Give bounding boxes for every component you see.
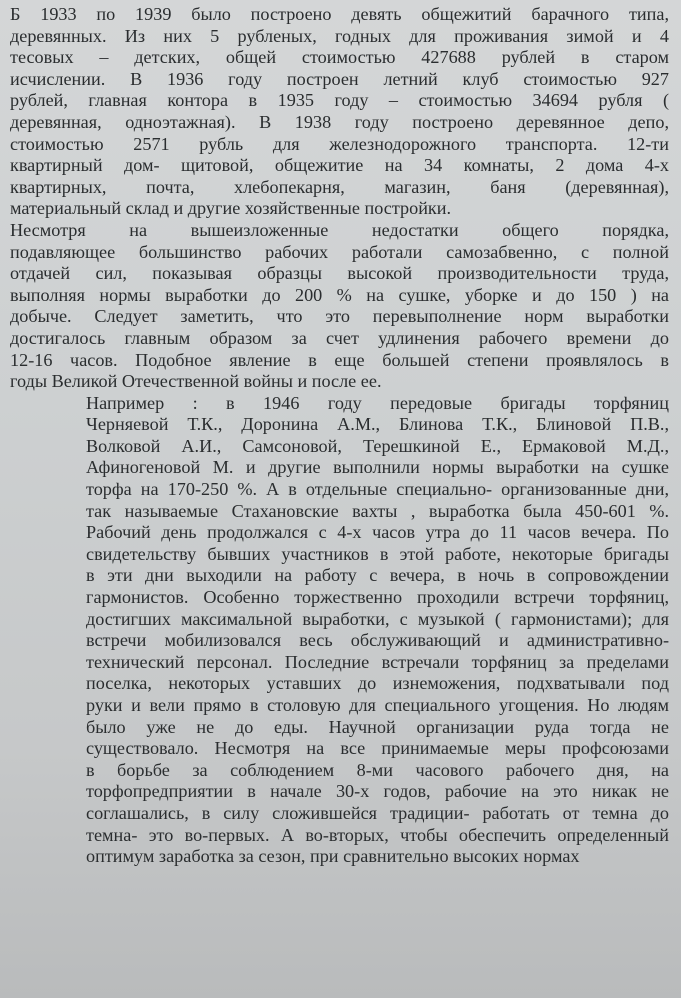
text-line: рублей, главная контора в 1935 году – стоимостью 34694 рубля ( bbox=[10, 90, 669, 111]
text-line: отдачей сил, показывая образцы высокой производительности труда, bbox=[10, 263, 669, 284]
text-line: темна- это во-первых. А во-вторых, чтобы обеспечить определенный bbox=[86, 824, 669, 845]
text-line: было уже не до еды. Научной организации руда тогда не bbox=[86, 716, 669, 737]
text-line: деревянных. Из них 5 рубленых, годных для проживания зимой и 4 bbox=[10, 25, 669, 46]
text-line: поселка, некоторых уставших до изнеможения, подхватывали под bbox=[86, 673, 669, 694]
text-line: исчислении. В 1936 году построен летний клуб стоимостью 927 bbox=[10, 68, 669, 89]
text-line: выполняя нормы выработки до 200 % на сушке, уборке и до 150 ) на bbox=[10, 284, 669, 305]
paragraph bbox=[10, 4, 669, 220]
text-line: Черняевой Т.К., Доронина А.М., Блинова Т.К., Блиновой П.В., bbox=[86, 414, 669, 435]
text-line: Афиногеновой М. и другие выполнили нормы выработки на сушке bbox=[86, 457, 669, 478]
text-line: торфа на 170-250 %. А в отдельные специально- организованные дни, bbox=[86, 479, 669, 500]
text-line: материальный склад и другие хозяйственные постройки. bbox=[10, 198, 452, 219]
text-line: гармонистов. Особенно торжественно проходили встречи торфяниц, bbox=[86, 587, 669, 608]
text-line: свидетельству бывших участников в этой работе, некоторые бригады bbox=[86, 543, 669, 564]
text-line: руки и вели прямо в столовую для специального угощения. Но людям bbox=[86, 695, 669, 715]
text-line: Несмотря на вышеизложенные недостатки общего порядка, bbox=[10, 219, 669, 240]
text-line: 12-16 часов. Подобное явление в еще большей степени проявлялось в bbox=[10, 349, 669, 370]
text-line: в борьбе за соблюдением 8-ми часового рабочего дня, на bbox=[86, 759, 669, 780]
text-line: достигалось главным образом за счет удлинения рабочего времени до bbox=[10, 327, 669, 348]
text-line: технический персонал. Последние встречали торфяниц за пределами bbox=[86, 651, 669, 672]
text-line: достигших максимальной выработки, с музыкой ( гармонистами); для bbox=[86, 608, 669, 629]
text-line: стоимостью 2571 рубль для железнодорожного транспорта. 12-ти bbox=[10, 133, 669, 154]
text-line: торфопредприятии в начале 30-х годов, рабочие на это никак не bbox=[86, 781, 669, 802]
text-line: существовало. Несмотря на все принимаемые меры профсоюзами bbox=[86, 738, 669, 759]
text-line: в эти дни выходили на работу с вечера, в ночь в сопровождении bbox=[86, 565, 669, 586]
document-text bbox=[10, 4, 669, 868]
text-line: добыче. Следует заметить, что это перевыполнение норм выработки bbox=[10, 306, 669, 327]
text-line: тесовых – детских, общей стоимостью 427688 рублей в старом bbox=[10, 47, 669, 68]
text-line: так называемые Стахановские вахты , выработка была 450-601 %. bbox=[86, 500, 669, 521]
paragraph bbox=[10, 220, 669, 393]
text-line: Рабочий день продолжался с 4-х часов утра до 11 часов вечера. По bbox=[86, 522, 669, 543]
paragraph bbox=[10, 393, 669, 868]
text-line: квартирный дом- щитовой, общежитие на 34 комнаты, 2 дома 4-х bbox=[10, 155, 669, 176]
text-line: деревянная, одноэтажная). В 1938 году построено деревянное депо, bbox=[10, 111, 669, 132]
text-line: квартирных, почта, хлебопекарня, магазин, баня (деревянная), bbox=[10, 176, 669, 197]
text-line: Например : в 1946 году передовые бригады торфяниц bbox=[86, 392, 669, 413]
text-line: годы Великой Отечественной войны и после ее. bbox=[10, 371, 382, 392]
text-line: Б 1933 по 1939 было построено девять общежитий барачного типа, bbox=[10, 4, 669, 24]
text-line: соглашались, в силу сложившейся традиции- работать от темна до bbox=[86, 802, 669, 823]
text-line: оптимум заработка за сезон, при сравнительно высоких нормах bbox=[86, 846, 580, 867]
text-line: подавляющее большинство рабочих работали самозабвенно, с полной bbox=[10, 241, 669, 262]
text-line: встречи мобилизовался весь обслуживающий и административно- bbox=[86, 630, 669, 651]
text-line: Волковой А.И., Самсоновой, Терешкиной Е., Ермаковой М.Д., bbox=[86, 435, 669, 456]
